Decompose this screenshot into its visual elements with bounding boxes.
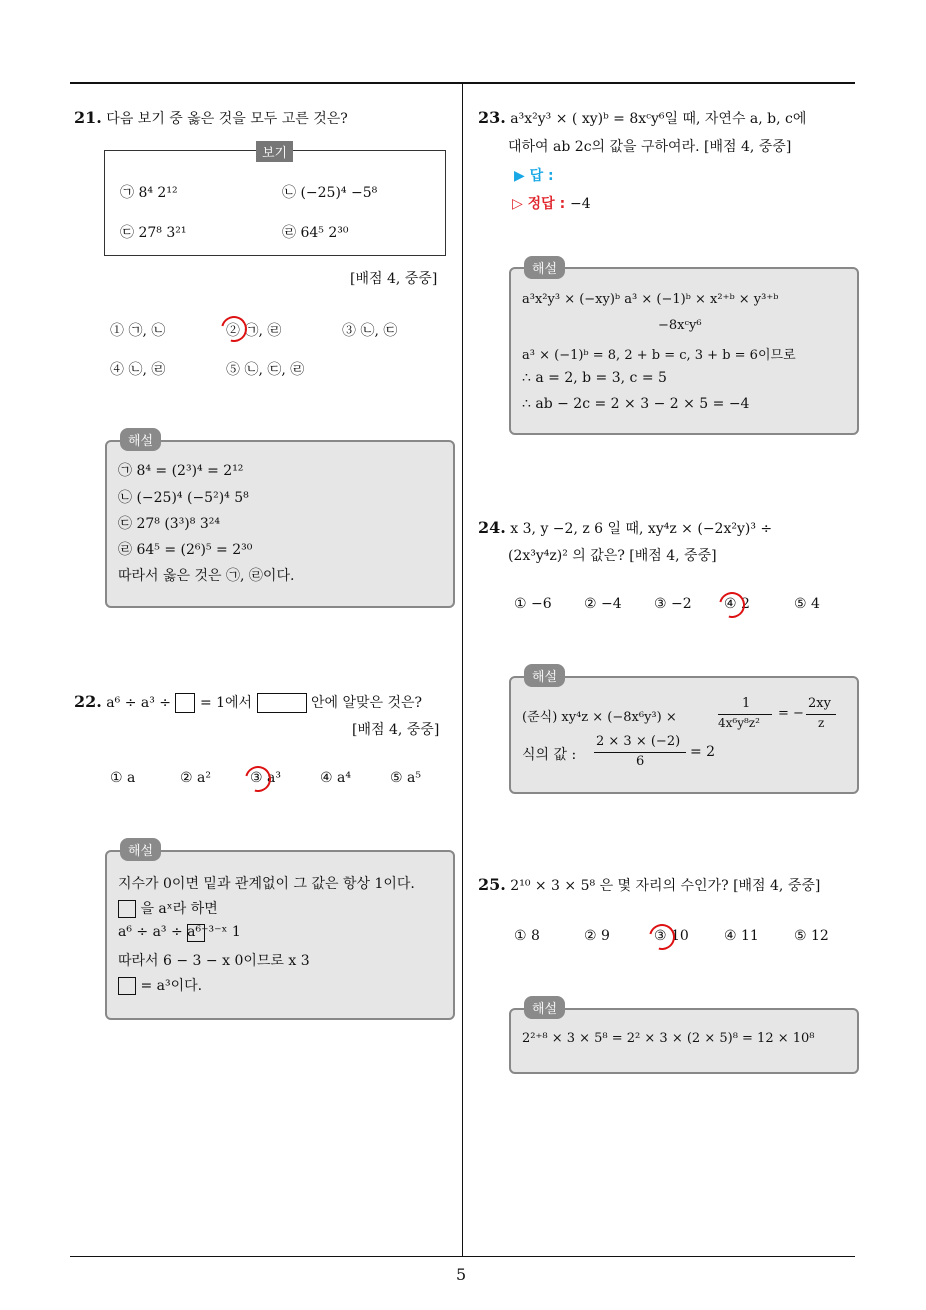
q24-text-line: (2x³y⁴z)² 의 값은? [배점 4, 중중] <box>508 548 717 564</box>
q22-solution-blank <box>187 924 205 942</box>
q21-solution-line: ㉢ 27⁸ (3³)⁸ 3²⁴ <box>118 516 220 532</box>
q22-solution-line <box>118 975 202 995</box>
q23-solution-line: −8xᶜy⁶ <box>658 318 702 333</box>
q24-answer-mark <box>714 587 750 623</box>
q21-solution-line: ㉣ 64⁵ = (2⁶)⁵ = 2³⁰ <box>118 542 253 558</box>
q21-solution-line: ㉡ (−25)⁴ (−5²)⁴ 5⁸ <box>118 490 249 506</box>
q24-choice-3[interactable]: ③ −2 <box>654 596 692 612</box>
q24-fraction-bar <box>718 714 772 715</box>
q22-solution-line: 따라서 6 − 3 − x 0이므로 x 3 <box>118 953 310 969</box>
q24-solution-box <box>509 676 859 794</box>
q24-choice-5[interactable]: ⑤ 4 <box>794 596 820 612</box>
q22-blank-box <box>175 693 195 713</box>
q24-solution-tag: 해설 <box>524 664 565 687</box>
q22-question <box>74 692 422 713</box>
q24-fraction-den: 6 <box>636 754 645 769</box>
q21-choice-4[interactable]: ④ ㉡, ㉣ <box>110 362 166 378</box>
q24-fraction-den: 4x⁶y⁸z² <box>718 716 760 730</box>
q21-number: 21. <box>74 108 102 127</box>
q22-choice-3[interactable]: ③ a³ <box>250 770 281 786</box>
q25-question <box>478 875 820 895</box>
q24-fraction-bar <box>806 714 836 715</box>
q21-answer-mark <box>216 311 252 347</box>
q25-answer-mark <box>644 919 680 955</box>
q25-solution-line: 2²⁺⁸ × 3 × 5⁸ = 2² × 3 × (2 × 5)⁸ = 12 × 10⁸ <box>522 1031 815 1046</box>
q25-number: 25. <box>478 875 506 894</box>
q24-fraction-num: 2xy <box>808 696 831 711</box>
q21-bogi-item: ㉠ 8⁴ 2¹² <box>120 185 178 201</box>
q23-solution-line: ∴ ab − 2c = 2 × 3 − 2 × 5 = −4 <box>522 396 750 412</box>
q22-blank-wide <box>257 693 307 713</box>
q24-fraction-num: 1 <box>742 696 751 711</box>
q22-solution-blank <box>118 977 136 995</box>
q22-solution-text: 을 aˣ라 하면 <box>140 901 218 917</box>
q22-number: 22. <box>74 692 102 711</box>
q25-choice-1[interactable]: ① 8 <box>514 928 540 944</box>
q22-choice-5[interactable]: ⑤ a⁵ <box>390 770 421 786</box>
q24-solution-line: = − <box>778 706 804 721</box>
q24-solution-line: = 2 <box>690 744 716 760</box>
q21-bogi-item: ㉢ 27⁸ 3²¹ <box>120 225 187 241</box>
q23-text-line: 대하여 ab 2c의 값을 구하여라. [배점 4, 중중] <box>508 139 792 155</box>
q24-question <box>478 518 772 538</box>
q24-fraction-bar <box>594 752 686 753</box>
q23-answer-label: ▶ 답 : <box>514 168 554 184</box>
q24-fraction-num: 2 × 3 × (−2) <box>596 734 681 749</box>
q22-solution-text: = a³이다. <box>140 978 203 994</box>
q22-solution-tag: 해설 <box>120 838 161 861</box>
q23-solution-line: ∴ a = 2, b = 3, c = 5 <box>522 370 667 386</box>
q21-solution-line: ㉠ 8⁴ = (2³)⁴ = 2¹² <box>118 463 244 479</box>
q21-bogi-title: 보기 <box>256 141 293 162</box>
q23-solution-line: a³x²y³ × (−xy)ᵇ a³ × (−1)ᵇ × x²⁺ᵇ × y³⁺ᵇ <box>522 292 779 307</box>
q21-bogi-item: ㉡ (−25)⁴ −5⁸ <box>282 185 378 201</box>
q22-text-c: 안에 알맞은 것은? <box>310 695 423 711</box>
q24-choice-1[interactable]: ① −6 <box>514 596 552 612</box>
q25-choice-3[interactable]: ③ 10 <box>654 928 689 944</box>
q24-number: 24. <box>478 518 506 537</box>
q22-text-a: a⁶ ÷ a³ ÷ <box>106 695 172 711</box>
q21-meta: [배점 4, 중중] <box>350 271 438 287</box>
q24-choice-4[interactable]: ④ 2 <box>724 596 750 612</box>
q23-correct-text: ▷ 정답 : <box>512 196 566 212</box>
q25-choice-5[interactable]: ⑤ 12 <box>794 928 829 944</box>
q22-text-b: = 1에서 <box>199 695 253 711</box>
q21-choice-3[interactable]: ③ ㉡, ㉢ <box>342 323 398 339</box>
q23-text-line: a³x²y³ × ( xy)ᵇ = 8xᶜy⁶일 때, 자연수 a, b, c에 <box>510 111 807 127</box>
q21-choice-1[interactable]: ① ㉠, ㉡ <box>110 323 166 339</box>
q23-number: 23. <box>478 108 506 127</box>
q22-answer-mark <box>240 761 276 797</box>
q23-correct-value: −4 <box>570 196 591 212</box>
q24-text-line: x 3, y −2, z 6 일 때, xy⁴z × (−2x²y)³ ÷ <box>510 521 773 537</box>
q24-fraction-den: z <box>818 716 825 730</box>
q23-question <box>478 108 806 128</box>
q23-correct-label <box>512 193 591 213</box>
q22-solution-blank <box>118 900 136 918</box>
q21-solution-line: 따라서 옳은 것은 ㉠, ㉣이다. <box>118 568 295 584</box>
q21-bogi-item: ㉣ 64⁵ 2³⁰ <box>282 225 349 241</box>
q21-solution-tag: 해설 <box>120 428 161 451</box>
q22-choice-4[interactable]: ④ a⁴ <box>320 770 351 786</box>
q25-choice-4[interactable]: ④ 11 <box>724 928 759 944</box>
q21-choice-5[interactable]: ⑤ ㉡, ㉢, ㉣ <box>226 362 305 378</box>
q23-solution-line: a³ × (−1)ᵇ = 8, 2 + b = c, 3 + b = 6이므로 <box>522 348 796 363</box>
q24-solution-line: (준식) xy⁴z × (−8x⁶y³) × <box>522 710 677 725</box>
page-number: 5 <box>456 1265 467 1284</box>
q23-solution-tag: 해설 <box>524 256 565 279</box>
q22-meta: [배점 4, 중중] <box>352 722 440 738</box>
q22-solution-line <box>118 898 218 918</box>
q25-choice-2[interactable]: ② 9 <box>584 928 610 944</box>
q21-choice-2[interactable]: ② ㉠, ㉣ <box>226 323 282 339</box>
q22-choice-1[interactable]: ① a <box>110 770 136 786</box>
bottom-rule <box>70 1256 855 1257</box>
q25-solution-tag: 해설 <box>524 996 565 1019</box>
column-divider <box>462 84 463 1256</box>
q25-text: 2¹⁰ × 3 × 5⁸ 은 몇 자리의 수인가? [배점 4, 중중] <box>510 878 821 894</box>
q21-question <box>74 108 348 128</box>
q21-text: 다음 보기 중 옳은 것을 모두 고른 것은? <box>106 111 348 127</box>
q22-choice-2[interactable]: ② a² <box>180 770 211 786</box>
q22-solution-line: 지수가 0이면 밑과 관계없이 그 값은 항상 1이다. <box>118 876 415 892</box>
q24-solution-line: 식의 값 : <box>522 747 577 763</box>
q22-solution-line: a⁶ ÷ a³ ÷ a⁶⁻³⁻ˣ 1 <box>118 924 241 940</box>
q24-choice-2[interactable]: ② −4 <box>584 596 622 612</box>
